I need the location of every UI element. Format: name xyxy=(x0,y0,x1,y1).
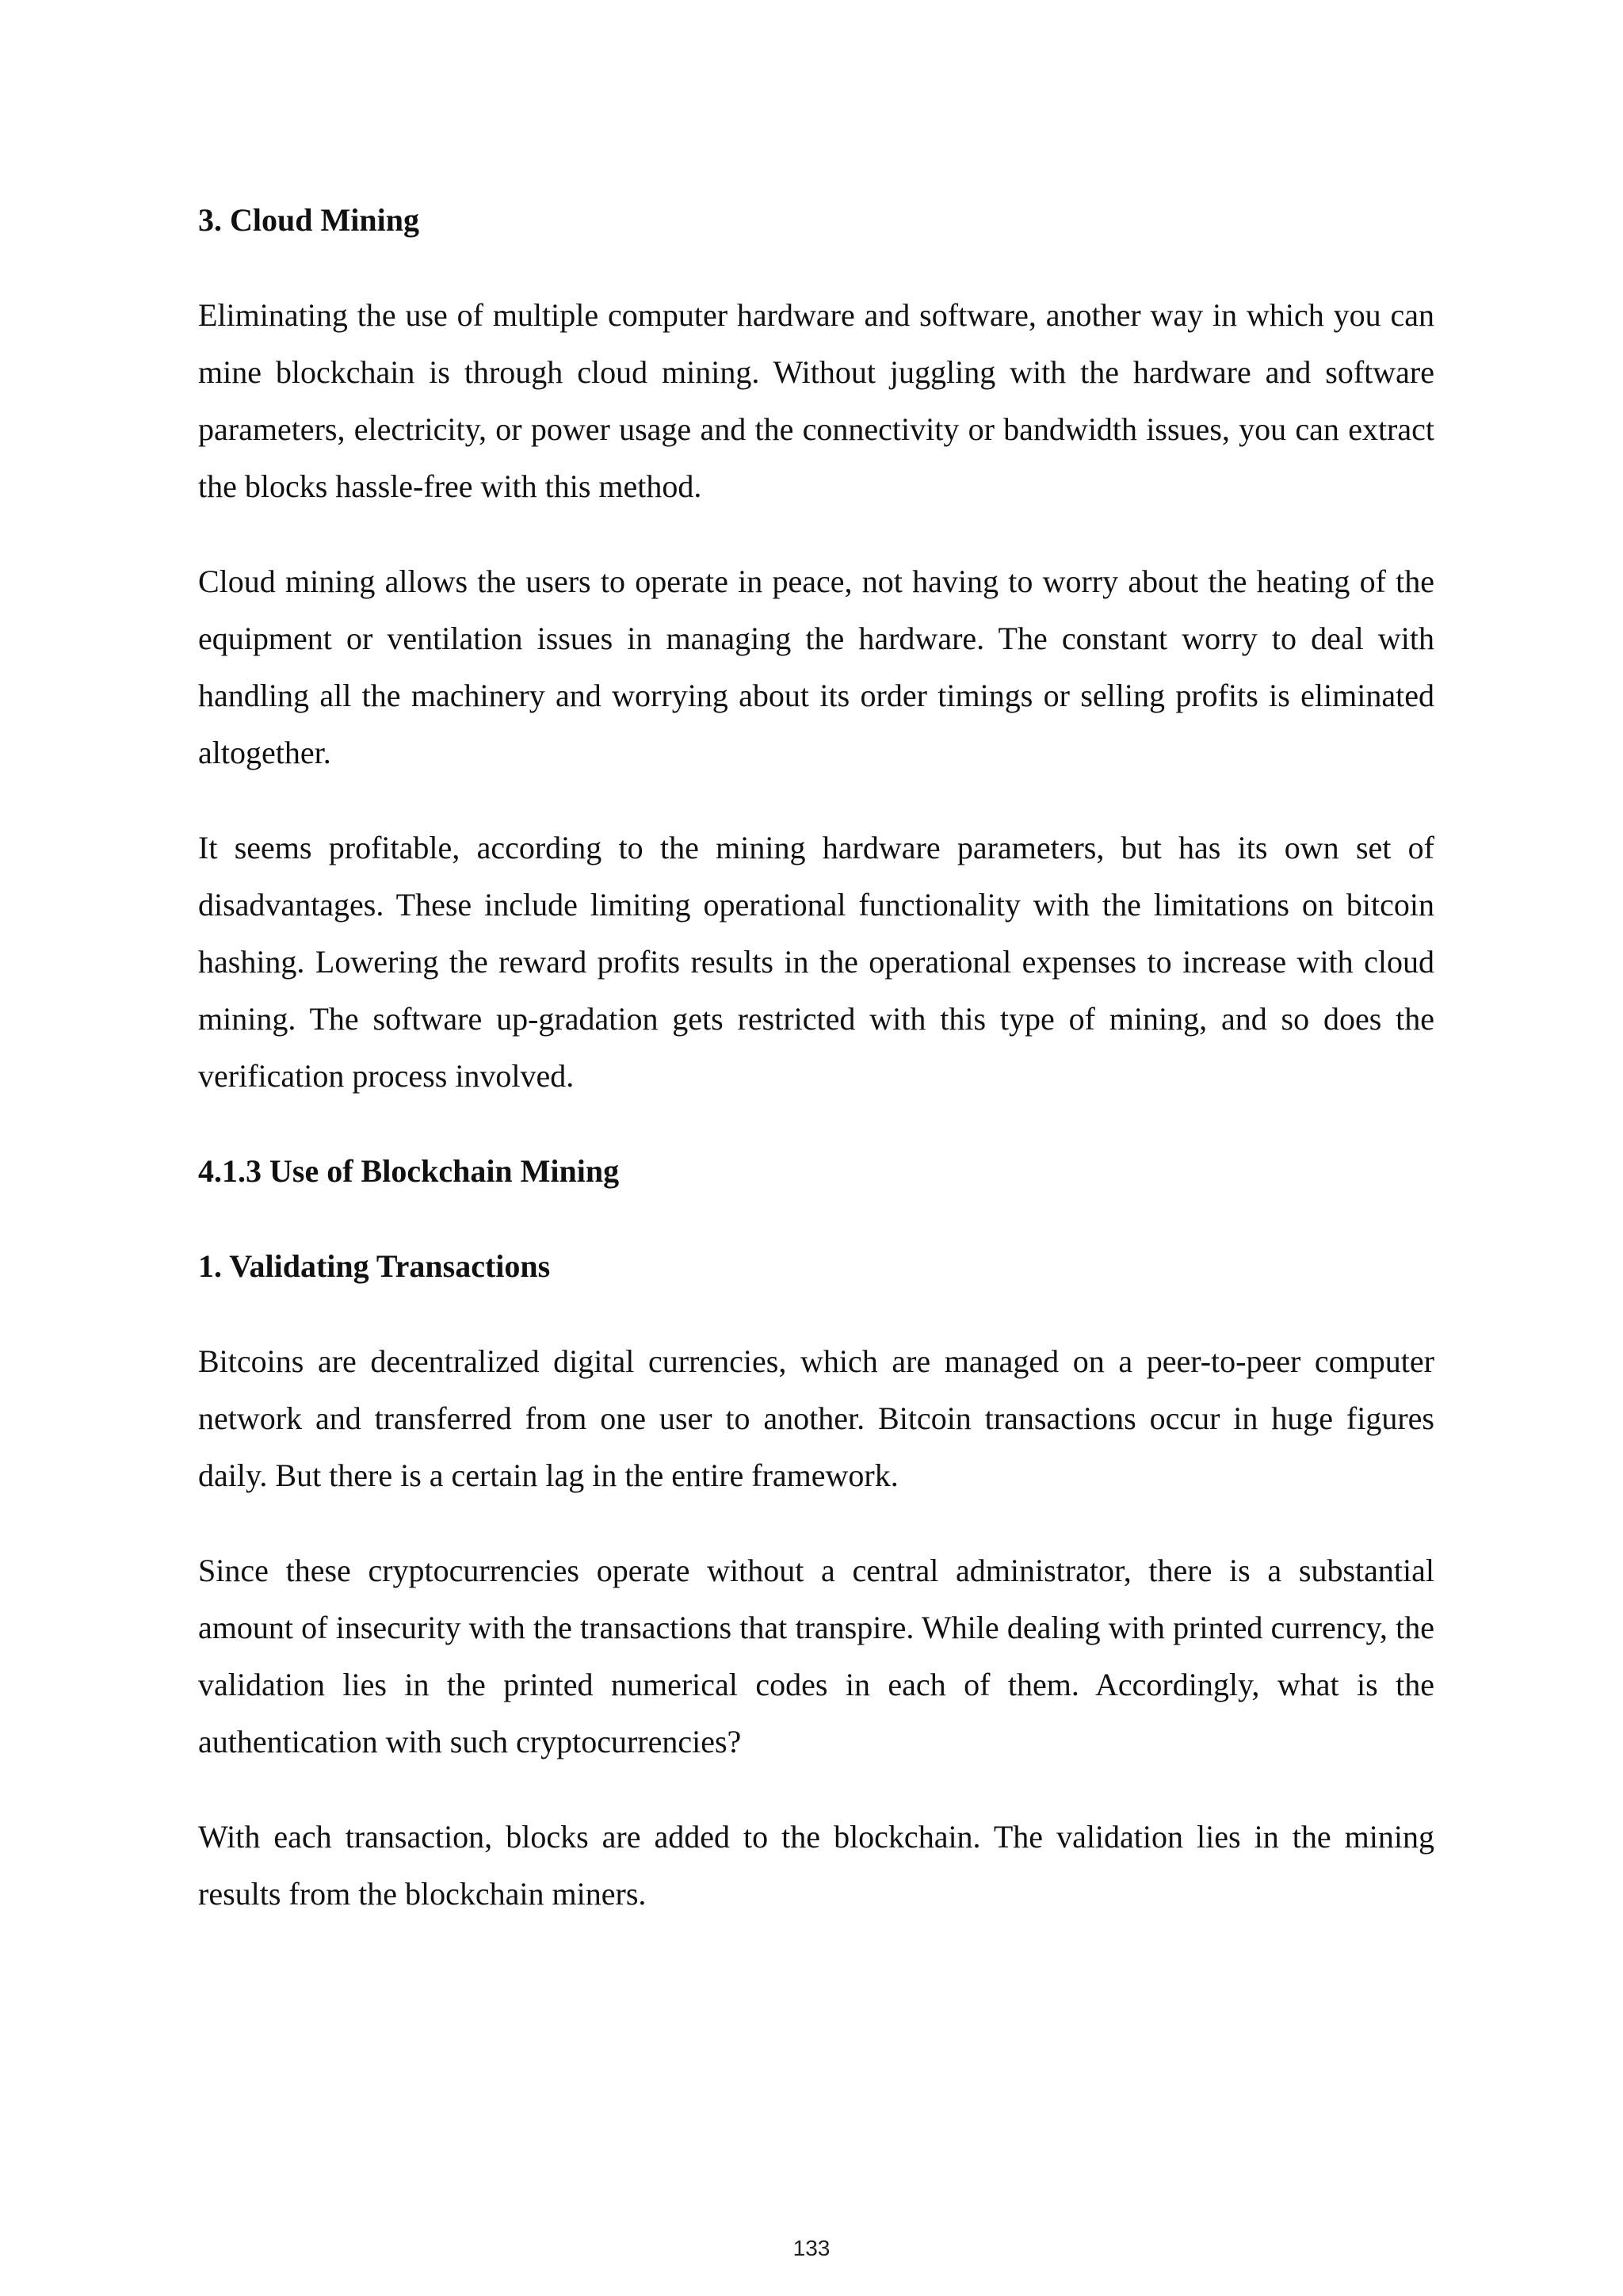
section-heading-cloud-mining: 3. Cloud Mining xyxy=(198,202,419,238)
section-heading-use-of-blockchain-mining: 4.1.3 Use of Blockchain Mining xyxy=(198,1153,620,1189)
paragraph: It seems profitable, according to the mining hardware parameters, but has its own set of disadvantages. These include limiting operational functionality with the limitations on bitcoin hashing. Lowering the reward profits results in the operational expenses to increase with cloud mining. The software up-gradation gets restricted with this type of mining, and so does the verification process involved. xyxy=(198,830,1434,1094)
page-content xyxy=(198,192,1434,1961)
paragraph: Bitcoins are decentralized digital currencies, which are managed on a peer-to-peer computer network and transferred from one user to another. Bitcoin transactions occur in huge figures daily. But there is a certain lag in the entire framework. xyxy=(198,1343,1434,1493)
page-number: 133 xyxy=(792,2236,831,2260)
paragraph: Cloud mining allows the users to operate in peace, not having to worry about the heating of the equipment or ventilation issues in managing the hardware. The constant worry to deal with handling all the machinery and worrying about its order timings or selling profits is eliminated altogether. xyxy=(198,563,1434,770)
paragraph: Since these cryptocurrencies operate without a central administrator, there is a substantial amount of insecurity with the transactions that transpire. While dealing with printed currency, the validation lies in the printed numerical codes in each of them. Accordingly, what is the authentication with such cryptocurrencies? xyxy=(198,1553,1434,1759)
paragraph: Eliminating the use of multiple computer hardware and software, another way in which you can mine blockchain is through cloud mining. Without juggling with the hardware and software parameters, electricity, or power usage and the connectivity or bandwidth issues, you can extract the blocks hassle-free with this method. xyxy=(198,297,1434,504)
section-heading-validating-transactions: 1. Validating Transactions xyxy=(198,1248,551,1284)
paragraph: With each transaction, blocks are added to the blockchain. The validation lies in the mining results from the blockchain miners. xyxy=(198,1819,1434,1912)
